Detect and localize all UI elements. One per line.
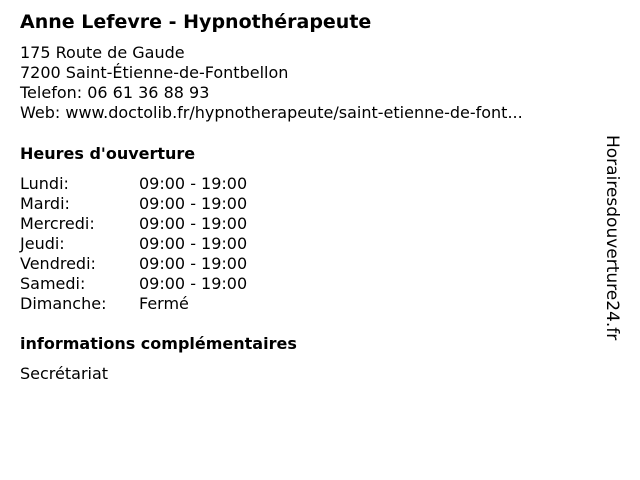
additional-info-heading: informations complémentaires xyxy=(20,334,297,353)
opening-hours-heading: Heures d'ouverture xyxy=(20,144,196,163)
opening-hours-table xyxy=(20,174,320,314)
address-city: 7200 Saint-Étienne-de-Fontbellon xyxy=(20,63,289,82)
business-title: Anne Lefevre - Hypnothérapeute xyxy=(20,11,372,33)
hours-time: Fermé xyxy=(139,294,189,313)
hours-row-saturday xyxy=(20,274,320,294)
hours-row-wednesday xyxy=(20,214,320,234)
hours-day: Vendredi: xyxy=(20,254,96,273)
hours-day: Jeudi: xyxy=(20,234,65,253)
site-watermark: Horairesdouverture24.fr xyxy=(602,135,622,341)
hours-row-thursday xyxy=(20,234,320,254)
address-street: 175 Route de Gaude xyxy=(20,43,185,62)
hours-time: 09:00 - 19:00 xyxy=(139,174,248,193)
additional-info-text: Secrétariat xyxy=(20,364,109,383)
website-link[interactable]: Web: www.doctolib.fr/hypnotherapeute/saint-etienne-de-font... xyxy=(20,103,523,122)
hours-time: 09:00 - 19:00 xyxy=(139,234,248,253)
hours-row-monday xyxy=(20,174,320,194)
hours-time: 09:00 - 19:00 xyxy=(139,254,248,273)
hours-day: Lundi: xyxy=(20,174,69,193)
contact-block xyxy=(20,43,523,123)
hours-day: Mercredi: xyxy=(20,214,95,233)
hours-day: Dimanche: xyxy=(20,294,107,313)
hours-row-tuesday xyxy=(20,194,320,214)
hours-time: 09:00 - 19:00 xyxy=(139,214,248,233)
hours-row-friday xyxy=(20,254,320,274)
hours-day: Samedi: xyxy=(20,274,86,293)
hours-time: 09:00 - 19:00 xyxy=(139,194,248,213)
phone-number: Telefon: 06 61 36 88 93 xyxy=(20,83,210,102)
hours-time: 09:00 - 19:00 xyxy=(139,274,248,293)
hours-day: Mardi: xyxy=(20,194,70,213)
hours-row-sunday xyxy=(20,294,320,314)
